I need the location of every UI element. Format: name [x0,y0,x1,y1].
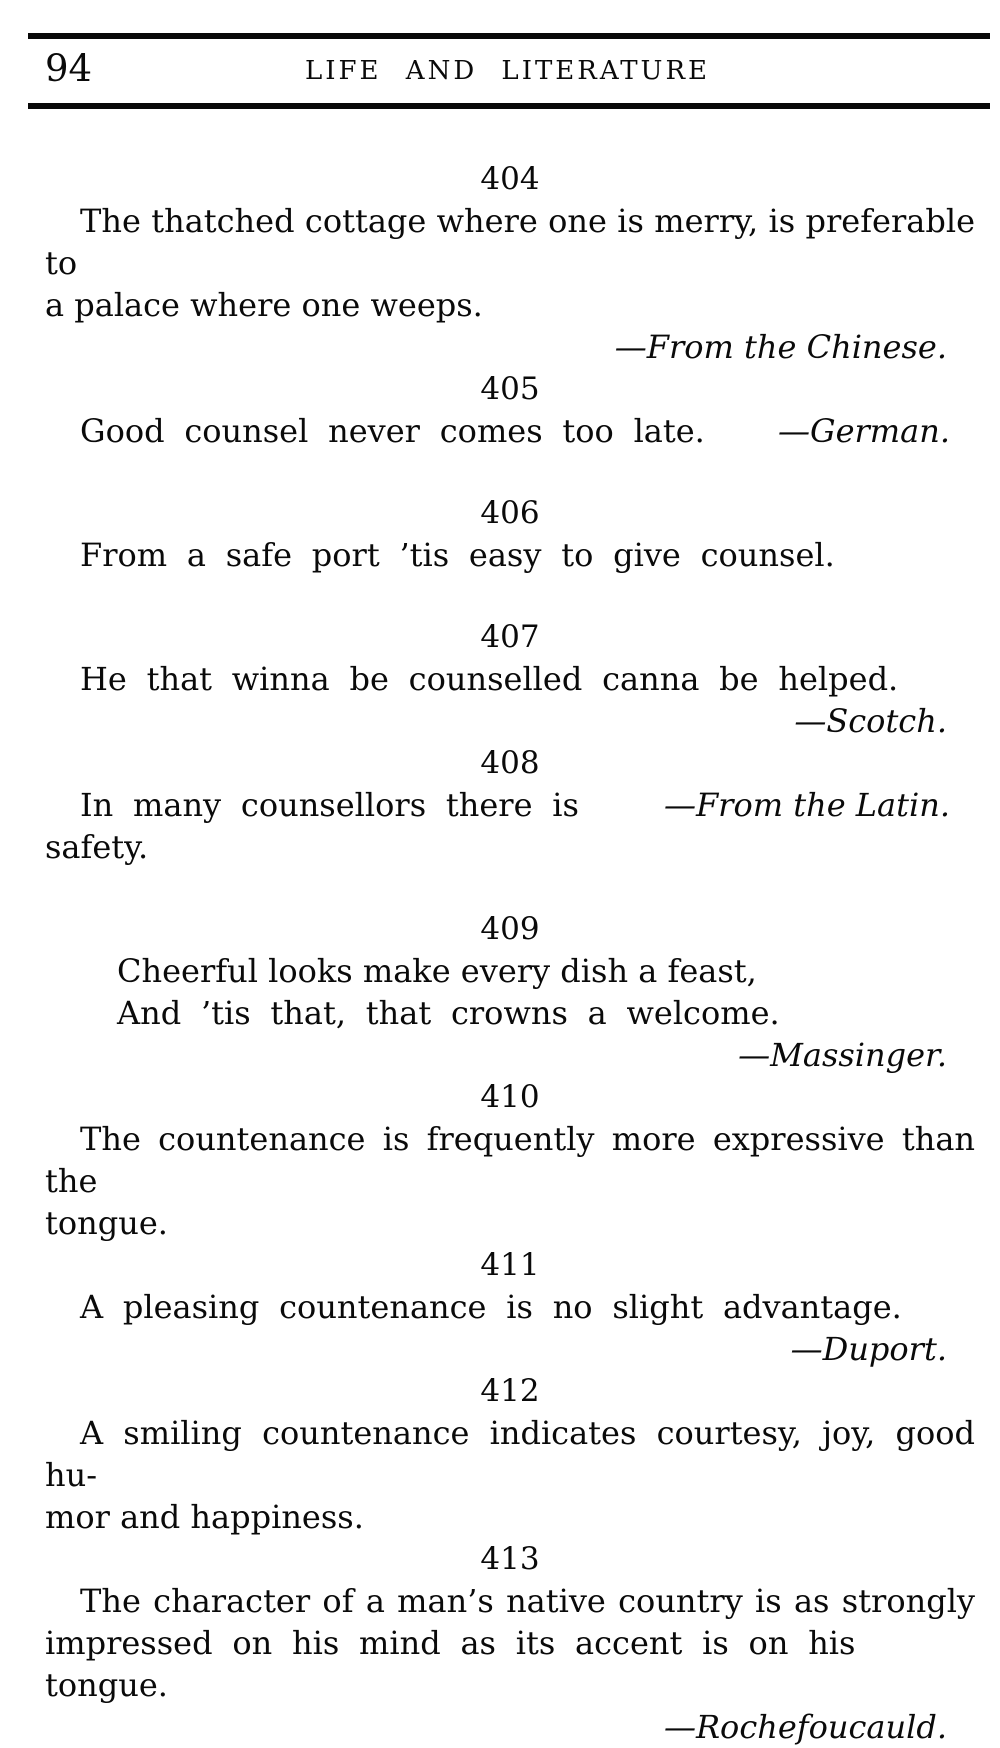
quotation-line: The thatched cottage where one is merry, is preferable to [45,202,975,282]
entry-number: 405 [480,371,540,407]
running-title: LIFE AND LITERATURE [304,56,711,86]
attribution: —Duport. [790,1330,947,1368]
attribution: —Massinger. [738,1036,947,1074]
quotation-line: impressed on his mind as its accent is on his tongue. [45,1624,856,1704]
quotation-entry [45,158,975,368]
vertical-gap [45,452,975,492]
quotation-entry [45,616,975,742]
quotation-row [45,410,975,452]
quotation-line: The countenance is frequently more expressive than the [45,1120,975,1200]
quotation-line: a palace where one weeps. [45,286,483,324]
entry-number: 410 [480,1079,540,1115]
quotation-entry [45,492,975,576]
quotation-line: A pleasing countenance is no slight advantage. [80,1288,902,1326]
page-header [45,47,970,97]
verse-line: And ’tis that, that crowns a welcome. [117,994,780,1032]
quotation-line: mor and happiness. [45,1498,364,1536]
entry-number: 412 [480,1373,540,1409]
attribution: —Scotch. [794,702,947,740]
quotations-column [45,158,975,1748]
vertical-gap [45,868,975,908]
entry-number: 407 [480,619,540,655]
quotation-entry [45,1076,975,1244]
attribution: —From the Latin. [663,786,950,824]
header-rule-top [28,33,990,39]
entry-number: 408 [480,745,540,781]
header-rule-bottom [28,103,990,109]
quotation-line: Good counsel never comes too late. [80,412,705,450]
attribution: —Rochefoucauld. [663,1708,947,1746]
vertical-gap [45,576,975,616]
quotation-line: From a safe port ’tis easy to give counsel. [80,536,835,574]
page-number: 94 [45,47,93,90]
entry-number: 411 [480,1247,540,1283]
quotation-entry [45,1538,975,1748]
quotation-line: He that winna be counselled canna be helped. [80,660,899,698]
attribution: —From the Chinese. [614,328,947,366]
quotation-entry [45,368,975,452]
quotation-line: A smiling countenance indicates courtesy, joy, good hu- [45,1414,975,1494]
quotation-line: The character of a man’s native country is as strongly [80,1582,975,1620]
attribution: —German. [778,412,950,450]
quotation-line: tongue. [45,1204,168,1242]
quotation-row [45,784,975,868]
entry-number: 413 [480,1541,540,1577]
quotation-line: In many counsellors there is safety. [45,786,579,866]
verse-block [45,950,975,1034]
quotation-entry [45,1370,975,1538]
quotation-entry [45,908,975,1076]
entry-number: 409 [480,911,540,947]
verse-line: Cheerful looks make every dish a feast, [117,952,757,990]
entry-number: 406 [480,495,540,531]
quotation-entry [45,742,975,868]
entry-number: 404 [480,161,540,197]
quotation-entry [45,1244,975,1370]
